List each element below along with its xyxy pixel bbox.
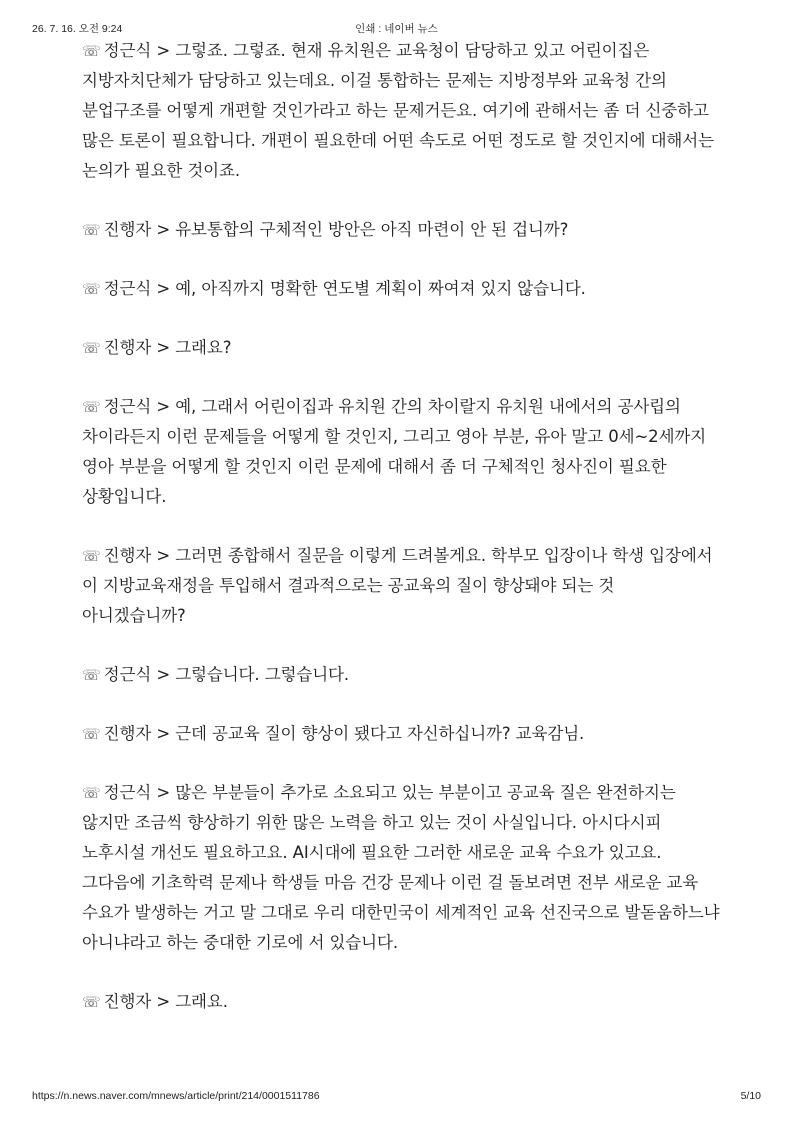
transcript-text: 진행자 > 유보통합의 구체적인 방안은 아직 마련이 안 된 겁니까? <box>103 220 569 239</box>
telephone-icon: ☏ <box>82 725 101 743</box>
print-footer <box>32 1090 761 1104</box>
article-body <box>82 36 722 1046</box>
transcript-paragraph <box>82 719 722 749</box>
transcript-paragraph <box>82 541 722 631</box>
print-page-title: 인쇄 : 네이버 뉴스 <box>355 23 438 35</box>
transcript-text: 진행자 > 그래요. <box>103 992 228 1011</box>
transcript-text: 진행자 > 그러면 종합해서 질문을 이렇게 드려볼게요. 학부모 입장이나 학생 입장에서 이 지방교육재정을 투입해서 결과적으로는 공교육의 질이 향상돼야 되는 것 아니겠습니까? <box>82 546 713 625</box>
telephone-icon: ☏ <box>82 339 101 357</box>
telephone-icon: ☏ <box>82 221 101 239</box>
transcript-paragraph <box>82 987 722 1017</box>
telephone-icon: ☏ <box>82 42 101 60</box>
telephone-icon: ☏ <box>82 398 101 416</box>
transcript-text: 진행자 > 그래요? <box>103 338 232 357</box>
page-number: 5/10 <box>740 1090 761 1102</box>
print-datetime: 26. 7. 16. 오전 9:24 <box>32 23 123 35</box>
telephone-icon: ☏ <box>82 280 101 298</box>
transcript-paragraph <box>82 778 722 958</box>
transcript-paragraph <box>82 36 722 186</box>
transcript-paragraph <box>82 215 722 245</box>
transcript-text: 정근식 > 예, 그래서 어린이집과 유치원 간의 차이랄지 유치원 내에서의 공사립의 차이라든지 이런 문제들을 어떻게 할 것인지, 그리고 영아 부분, 유아 말고 0세~2세까지 영아 부분을 어떻게 할 것인지 이런 문제에 대해서 좀 더 구체적인 청사진이 필요한 상황입니다. <box>82 397 707 506</box>
transcript-paragraph <box>82 274 722 304</box>
transcript-paragraph <box>82 660 722 690</box>
transcript-paragraph <box>82 392 722 512</box>
transcript-text: 진행자 > 근데 공교육 질이 향상이 됐다고 자신하십니까? 교육감님. <box>103 724 585 743</box>
transcript-text: 정근식 > 그렇습니다. 그렇습니다. <box>103 665 350 684</box>
telephone-icon: ☏ <box>82 666 101 684</box>
transcript-text: 정근식 > 많은 부분들이 추가로 소요되고 있는 부분이고 공교육 질은 완전하지는 않지만 조금씩 향상하기 위한 많은 노력을 하고 있는 것이 사실입니다. 아시다시피 노후시설 개선도 필요하고요. AI시대에 필요한 그러한 새로운 교육 수요가 있고요. 그다음에 기초학력 문제나 학생들 마음 건강 문제나 이런 걸 돌보려면 전부 새로운 교육 수요가 발생하는 거고 말 그대로 우리 대한민국이 세계적인 교육 선진국으로 발돋움하느냐 아니냐라고 하는 중대한 기로에 서 있습니다. <box>82 783 720 952</box>
telephone-icon: ☏ <box>82 993 101 1011</box>
print-header <box>32 21 761 35</box>
article-url: https://n.news.naver.com/mnews/article/print/214/0001511786 <box>32 1090 320 1102</box>
telephone-icon: ☏ <box>82 784 101 802</box>
transcript-text: 정근식 > 그렇죠. 그렇죠. 현재 유치원은 교육청이 담당하고 있고 어린이집은 지방자치단체가 담당하고 있는데요. 이걸 통합하는 문제는 지방정부와 교육청 간의 분업구조를 어떻게 개편할 것인가라고 하는 문제거든요. 여기에 관해서는 좀 더 신중하고 많은 토론이 필요합니다. 개편이 필요한데 어떤 속도로 어떤 정도로 할 것인지에 대해서는 논의가 필요한 것이죠. <box>82 41 714 180</box>
transcript-text: 정근식 > 예, 아직까지 명확한 연도별 계획이 짜여져 있지 않습니다. <box>103 279 586 298</box>
telephone-icon: ☏ <box>82 547 101 565</box>
transcript-paragraph <box>82 333 722 363</box>
